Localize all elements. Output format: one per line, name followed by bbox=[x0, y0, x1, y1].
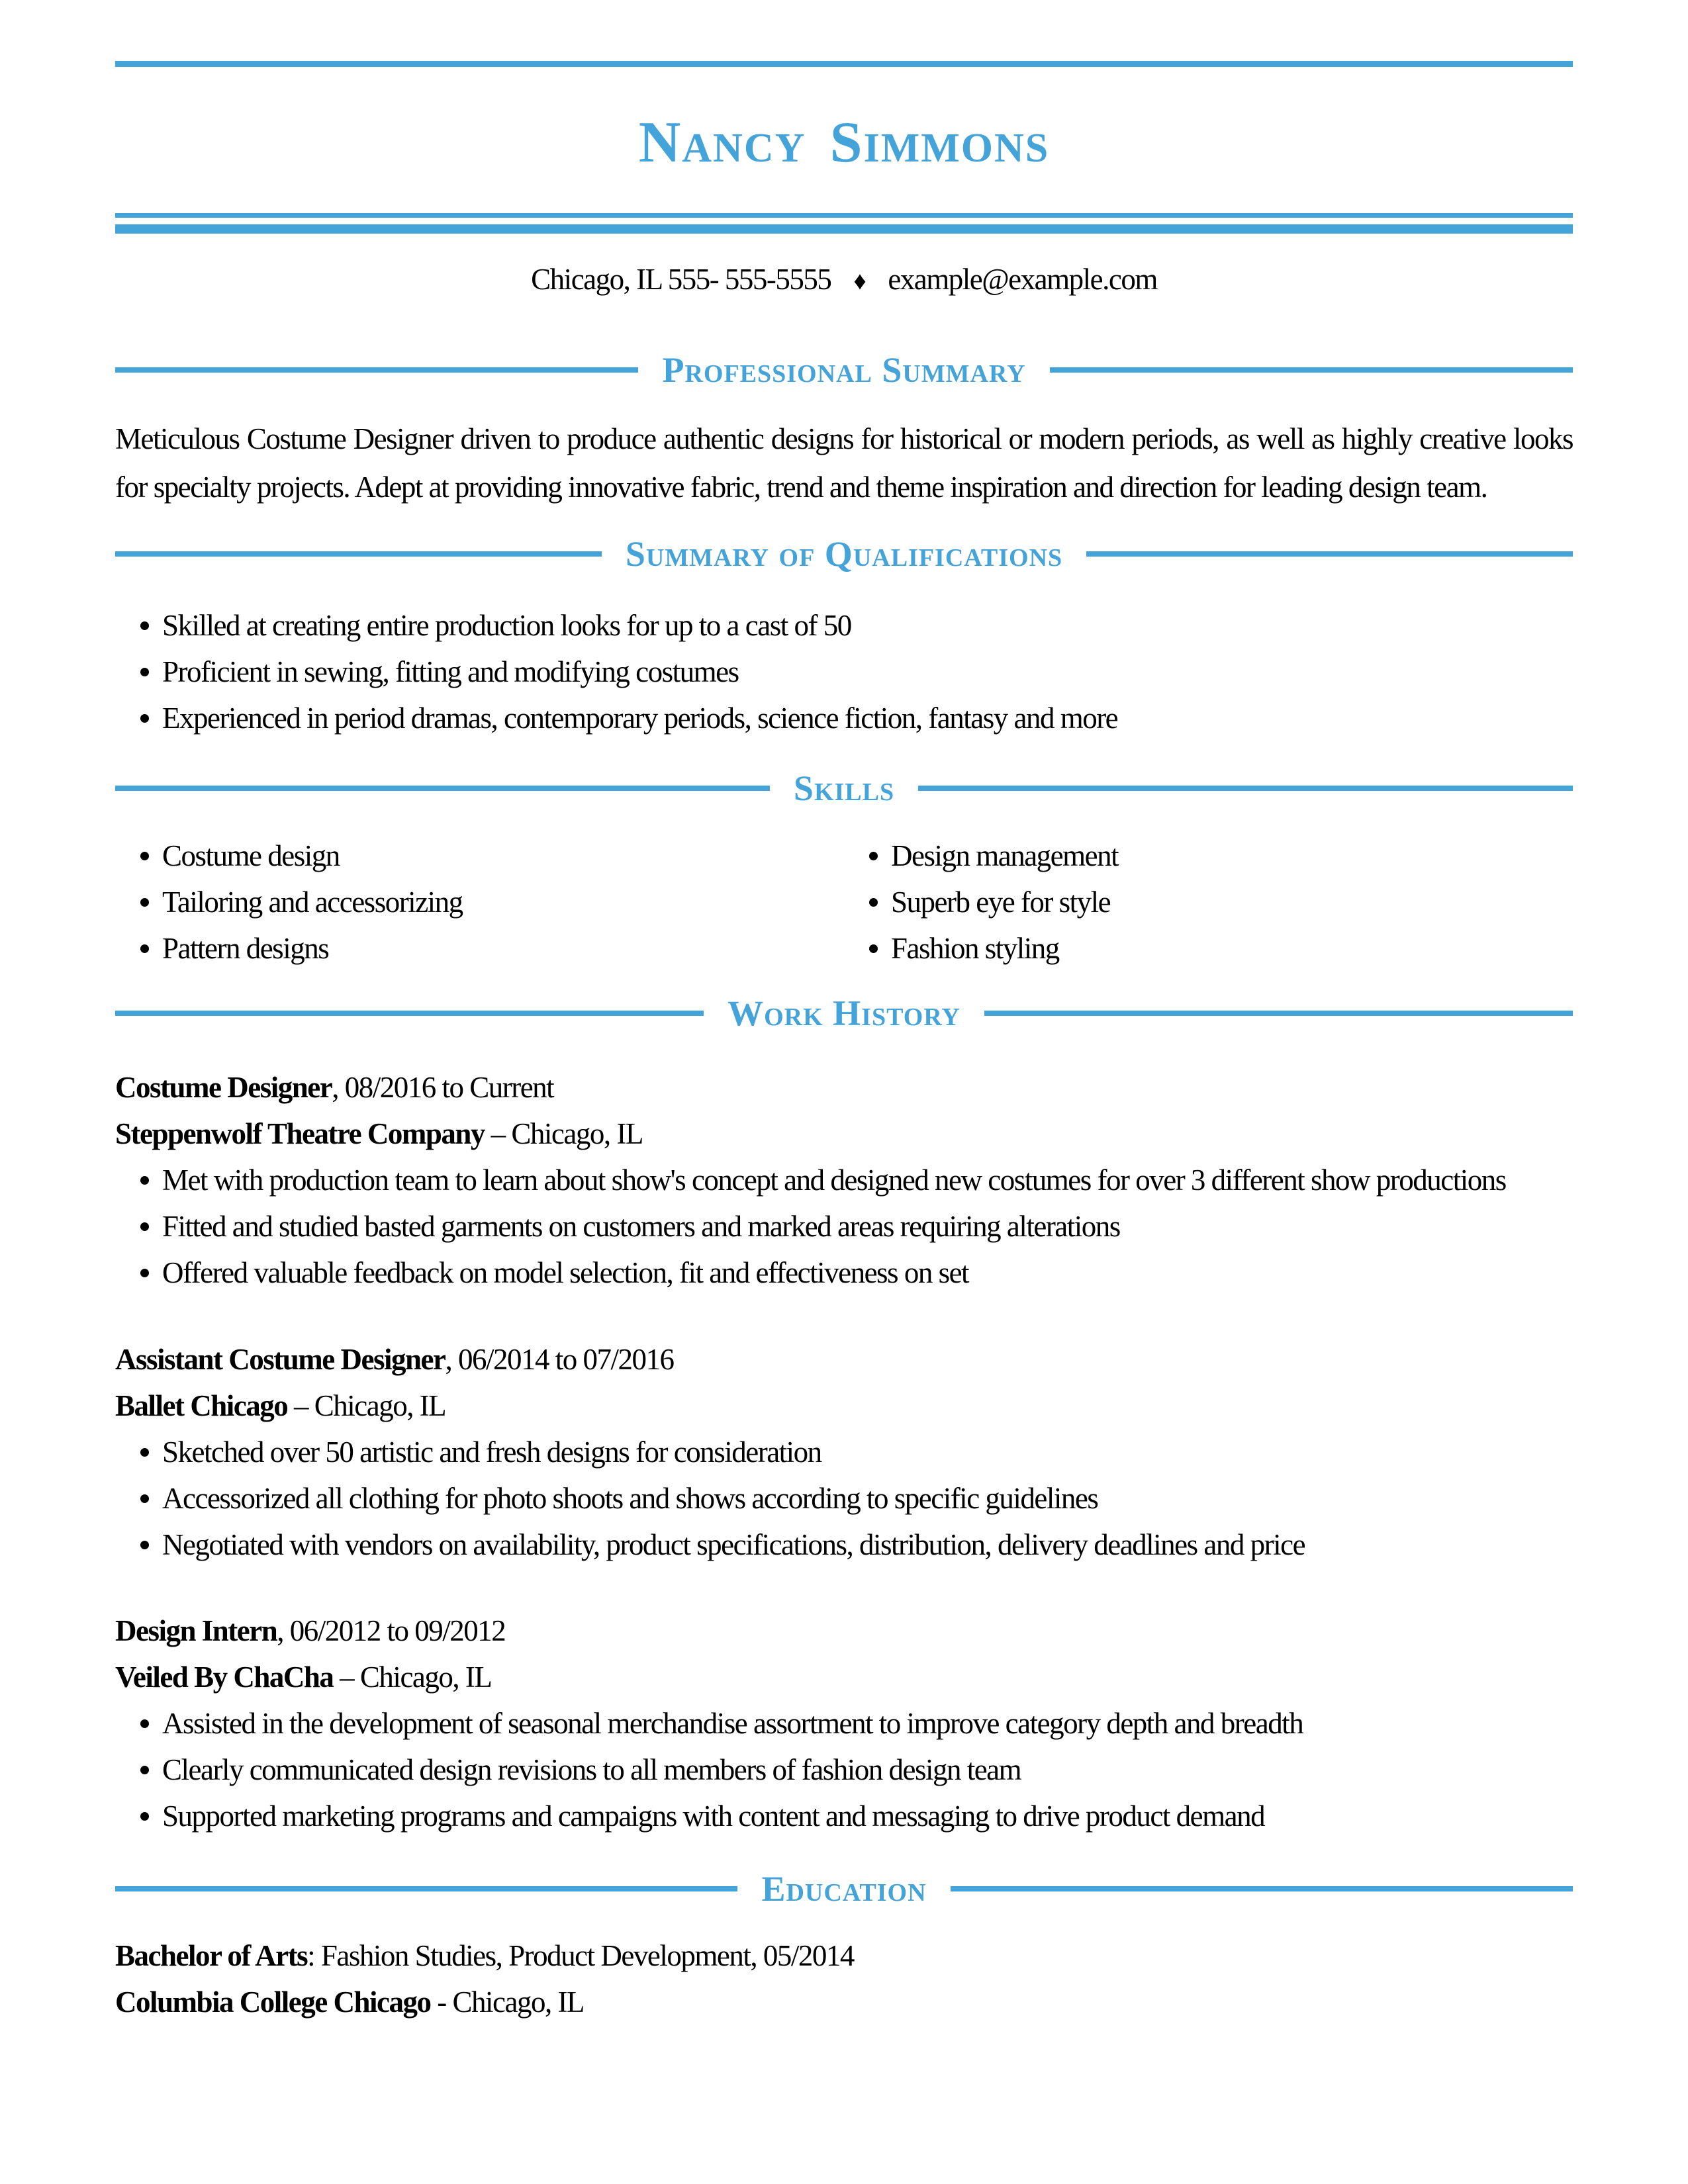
job-title: Design Intern bbox=[115, 1614, 277, 1647]
summary-paragraph: Meticulous Costume Designer driven to produce authentic designs for historical or modern periods, as well as highly creative looks for specialty projects. Adept at providing innovative fabric, trend and theme inspiration and direction for leading design team. bbox=[115, 422, 1573, 504]
job-title: Assistant Costume Designer bbox=[115, 1343, 445, 1376]
heading-rule-left bbox=[115, 1886, 737, 1891]
section-education bbox=[115, 1862, 1573, 2025]
school-location: - Chicago, IL bbox=[430, 1985, 584, 2019]
job-bullet: Accessorized all clothing for photo shoots and shows according to specific guidelines bbox=[115, 1475, 1573, 1522]
job-entry bbox=[115, 1608, 1573, 1839]
heading-rule-left bbox=[115, 1011, 704, 1016]
job-bullet: Clearly communicated design revisions to all members of fashion design team bbox=[115, 1747, 1573, 1793]
professional-summary-heading bbox=[115, 343, 1573, 397]
degree-line bbox=[115, 1933, 1573, 1979]
education-title: Education bbox=[761, 1869, 927, 1909]
work-history-title: Work History bbox=[727, 993, 961, 1033]
list-item: Experienced in period dramas, contemporary periods, science fiction, fantasy and more bbox=[115, 695, 1573, 741]
resume-page bbox=[0, 61, 1688, 2184]
job-company: Steppenwolf Theatre Company bbox=[115, 1117, 485, 1150]
job-bullet: Sketched over 50 artistic and fresh designs for consideration bbox=[115, 1429, 1573, 1475]
skill-item: Costume design bbox=[115, 833, 844, 879]
location-phone-text: Chicago, IL 555- 555-5555 bbox=[531, 263, 831, 296]
section-work-history bbox=[115, 986, 1573, 1839]
qualification-list bbox=[115, 602, 1573, 741]
skills-column-right bbox=[844, 833, 1573, 972]
email-text: example@example.com bbox=[888, 263, 1157, 296]
job-title: Costume Designer bbox=[115, 1071, 332, 1104]
education-heading bbox=[115, 1862, 1573, 1916]
job-bullet-list bbox=[115, 1429, 1573, 1568]
heading-rule-right bbox=[1086, 551, 1573, 557]
job-location: – Chicago, IL bbox=[484, 1117, 643, 1150]
job-dates: , 08/2016 to Current bbox=[332, 1071, 554, 1104]
job-bullet: Supported marketing programs and campaigns with content and messaging to drive product demand bbox=[115, 1793, 1573, 1839]
skill-item: Tailoring and accessorizing bbox=[115, 879, 844, 925]
contact-line bbox=[115, 259, 1573, 302]
skills-heading bbox=[115, 761, 1573, 815]
job-bullet: Offered valuable feedback on model selection, fit and effectiveness on set bbox=[115, 1250, 1573, 1296]
job-company: Ballet Chicago bbox=[115, 1389, 288, 1422]
degree-details: : Fashion Studies, Product Development, 05/2014 bbox=[307, 1939, 854, 1972]
header-rule-thick bbox=[115, 224, 1573, 234]
school: Columbia College Chicago bbox=[115, 1985, 431, 2019]
list-item: Skilled at creating entire production looks for up to a cast of 50 bbox=[115, 602, 1573, 649]
job-company-line bbox=[115, 1111, 1573, 1157]
page-title: Nancy Simmons bbox=[638, 111, 1050, 175]
skill-item: Fashion styling bbox=[844, 925, 1573, 972]
job-title-line bbox=[115, 1608, 1573, 1654]
qualifications-heading bbox=[115, 527, 1573, 581]
job-title-line bbox=[115, 1064, 1573, 1111]
job-location: – Chicago, IL bbox=[287, 1389, 446, 1422]
job-bullet-list bbox=[115, 1157, 1573, 1296]
job-title-line bbox=[115, 1336, 1573, 1383]
job-dates: , 06/2012 to 09/2012 bbox=[277, 1614, 506, 1647]
skills-title: Skills bbox=[793, 768, 895, 808]
heading-rule-left bbox=[115, 786, 770, 791]
job-bullet: Met with production team to learn about show's concept and designed new costumes for over 3 different show productions bbox=[115, 1157, 1573, 1203]
section-professional-summary bbox=[115, 343, 1573, 512]
job-company-line bbox=[115, 1383, 1573, 1429]
job-company: Veiled By ChaCha bbox=[115, 1661, 334, 1694]
school-line bbox=[115, 1979, 1573, 2025]
skills-grid bbox=[115, 833, 1573, 972]
header-rule-thin bbox=[115, 213, 1573, 218]
job-entry bbox=[115, 1336, 1573, 1568]
qualifications-title: Summary of Qualifications bbox=[625, 534, 1063, 574]
job-bullet: Negotiated with vendors on availability, product specifications, distribution, delivery deadlines and price bbox=[115, 1522, 1573, 1568]
job-bullet-list bbox=[115, 1700, 1573, 1839]
degree: Bachelor of Arts bbox=[115, 1939, 308, 1972]
skill-item: Design management bbox=[844, 833, 1573, 879]
heading-rule-left bbox=[115, 367, 638, 373]
section-qualifications bbox=[115, 527, 1573, 741]
job-entry bbox=[115, 1064, 1573, 1296]
job-location: – Chicago, IL bbox=[333, 1661, 492, 1694]
header-double-rule bbox=[115, 213, 1573, 234]
professional-summary-title: Professional Summary bbox=[662, 350, 1026, 390]
job-company-line bbox=[115, 1654, 1573, 1700]
heading-rule-right bbox=[1050, 367, 1573, 373]
job-dates: , 06/2014 to 07/2016 bbox=[445, 1343, 674, 1376]
heading-rule-right bbox=[984, 1011, 1573, 1016]
work-history-heading bbox=[115, 986, 1573, 1040]
skill-item: Superb eye for style bbox=[844, 879, 1573, 925]
section-skills bbox=[115, 761, 1573, 972]
top-divider-rule bbox=[115, 61, 1573, 67]
education-block bbox=[115, 1933, 1573, 2025]
skill-item: Pattern designs bbox=[115, 925, 844, 972]
diamond-separator-icon: ♦ bbox=[853, 267, 866, 295]
heading-rule-left bbox=[115, 551, 602, 557]
skills-column-left bbox=[115, 833, 844, 972]
heading-rule-right bbox=[951, 1886, 1573, 1891]
job-bullet: Fitted and studied basted garments on customers and marked areas requiring alterations bbox=[115, 1203, 1573, 1250]
job-bullet: Assisted in the development of seasonal merchandise assortment to improve category depth and breadth bbox=[115, 1700, 1573, 1747]
heading-rule-right bbox=[918, 786, 1573, 791]
list-item: Proficient in sewing, fitting and modifying costumes bbox=[115, 649, 1573, 695]
